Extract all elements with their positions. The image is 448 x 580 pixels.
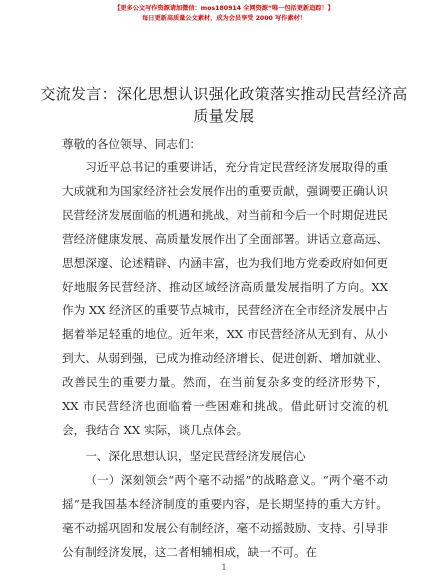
document-title: 交流发言：深化思想认识强化政策落实推动民营经济高质量发展 (40, 85, 408, 125)
section-heading: 一、深化思想认识，坚定民营经济发展信心 (85, 448, 306, 463)
page-number: 1 (221, 563, 227, 572)
body-paragraph: 习近平总书记的重要讲话，充分肯定民营经济发展取得的重大成就和为国家经济社会发展作出的重要贡献，强调要正确认识民营经济发展面临的机遇和挑战，对当前和今后一个时期促进民营经济健康发展、高质量发展作出了全面部署。讲话立意高远、思想深邃、论述精辟、内涵丰富，也为我们地方党委政府如何更好地服务民营经济、推动区域经济高质量发展指明了方向。XX 作为 XX 经济区的重要节点城市，民营经济在全市经济发展中占据着举足轻重的地位。近年来，XX 市民营经济从无到有、从小到大、从弱到强，已成为推动经济增长、促进创新、增加就业、改善民生的重要力量。然而，在当前复杂多变的经济形势下，XX 市民营经济也面临着一些困难和挑战。借此研讨交流的机会，我结合 XX 实际，谈几点体会。 (62, 160, 388, 437)
body-paragraph: （一）深刻领会“两个毫不动摇”的战略意义。“两个毫不动摇”是我国基本经济制度的重要内容，是长期坚持的重大方针。毫不动摇巩固和发展公有制经济，毫不动摇鼓励、支持、引导非公有制经济发展，这二者相辅相成，缺一不可。在 (62, 472, 388, 559)
greeting: 尊敬的各位领导、同志们： (62, 137, 202, 151)
promo-banner-line-1: 【更多公文写作资源请加微信：mos180914 全网资源“唯一包括更新追踪！】 (114, 5, 334, 12)
promo-banner (0, 4, 448, 24)
document-body (62, 156, 388, 564)
promo-banner-line-2: 每日更新高质量公文素材，成为会员享受 2000 写作素材！ (142, 15, 306, 22)
